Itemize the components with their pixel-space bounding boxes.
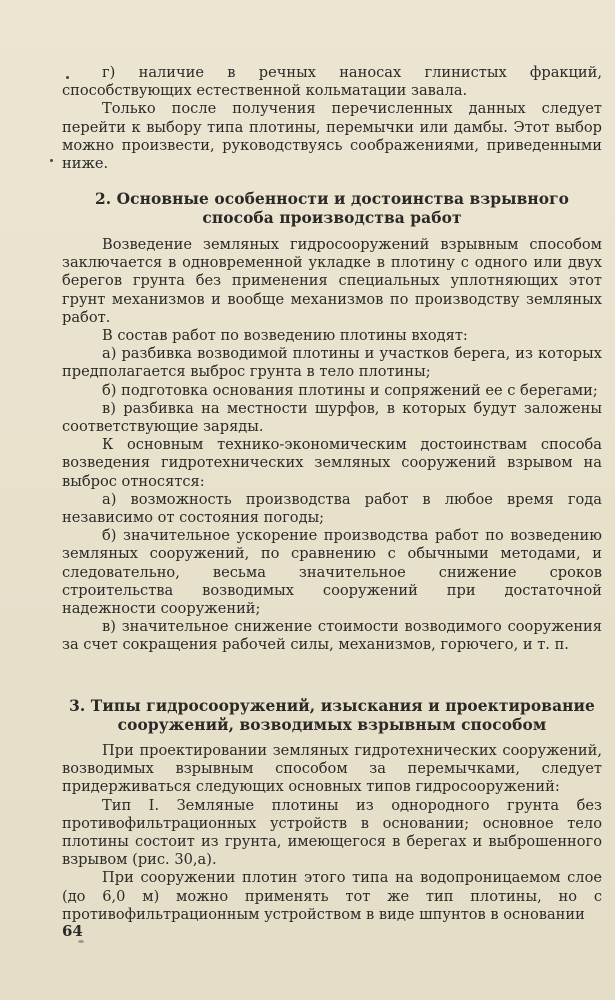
section-2-body — [62, 236, 602, 655]
section-2-paragraph: Возведение земляных гидросооружений взрывным способом заключается в одновременной укладке в плотину с одного или двух берегов грунта без применения специальных уплотняющих этот грунт механизмов и вообще механизмов по производству земляных работ. — [62, 236, 602, 326]
section-2-list-item: б) подготовка основания плотины и сопряжений ее с берегами; — [102, 381, 598, 399]
section-2-list-item: а) разбивка возводимой плотины и участков берега, из которых предполагается выброс грунта в тело плотины; — [62, 345, 602, 381]
section-3-paragraph: При проектировании земляных гидротехнических сооружений, возводимых взрывным способом за перемычками, следует придерживаться следующих основных типов гидросооружений: — [62, 742, 602, 796]
section-3-paragraph: При сооружении плотин этого типа на водопроницаемом слое (до 6,0 м) можно применять тот же тип плотины, но с противофильтрационным устройством в виде шпунтов в основании — [62, 869, 602, 923]
section-2-list-item: в) разбивка на местности шурфов, в которых будут заложены соответствующие заряды. — [62, 399, 602, 436]
intro-block — [62, 64, 602, 173]
section-2-paragraph: К основным технико-экономическим достоинствам способа возведения гидротехнических земляных сооружений взрывом на выброс относятся: — [62, 436, 602, 490]
section-3-heading: 3. Типы гидросооружений, изыскания и проектирование сооружений, возводимых взрывным способом — [69, 697, 595, 734]
intro-paragraph: Только после получения перечисленных данных следует перейти к выбору типа плотины, перемычки или дамбы. Этот выбор можно произвести, руководствуясь соображениями, приведенными ниже. — [62, 100, 602, 173]
ink-smudge — [78, 940, 84, 943]
intro-continuation: г) наличие в речных наносах глинистых фракций, способствующих естественной кольматации завала. — [62, 64, 602, 100]
ink-speck — [50, 159, 53, 162]
page-number: 64 — [62, 922, 83, 940]
section-2-heading: 2. Основные особенности и достоинства взрывного способа производства работ — [94, 190, 570, 227]
section-2-list-item: б) значительное ускорение производства работ по возведению земляных сооружений, по сравнению с обычными методами, и следовательно, весьма значительное снижение сроков строительства возводимых сооружений при достаточной надежности сооружений; — [62, 527, 602, 618]
section-3-body — [62, 742, 602, 924]
section-2-list-item: а) возможность производства работ в любое время года независимо от состояния погоды; — [62, 490, 602, 527]
section-3-paragraph: Тип I. Земляные плотины из однородного грунта без противофильтрационных устройств в основании; основное тело плотины состоит из грунта, имеющегося в берегах и выброшенного взрывом (рис. 30,а). — [62, 796, 602, 869]
section-2-list-item: в) значительное снижение стоимости возводимого сооружения за счет сокращения рабочей силы, механизмов, горючего, и т. п. — [62, 618, 602, 654]
ink-speck — [66, 76, 69, 79]
section-2-paragraph: В состав работ по возведению плотины входят: — [102, 327, 468, 345]
